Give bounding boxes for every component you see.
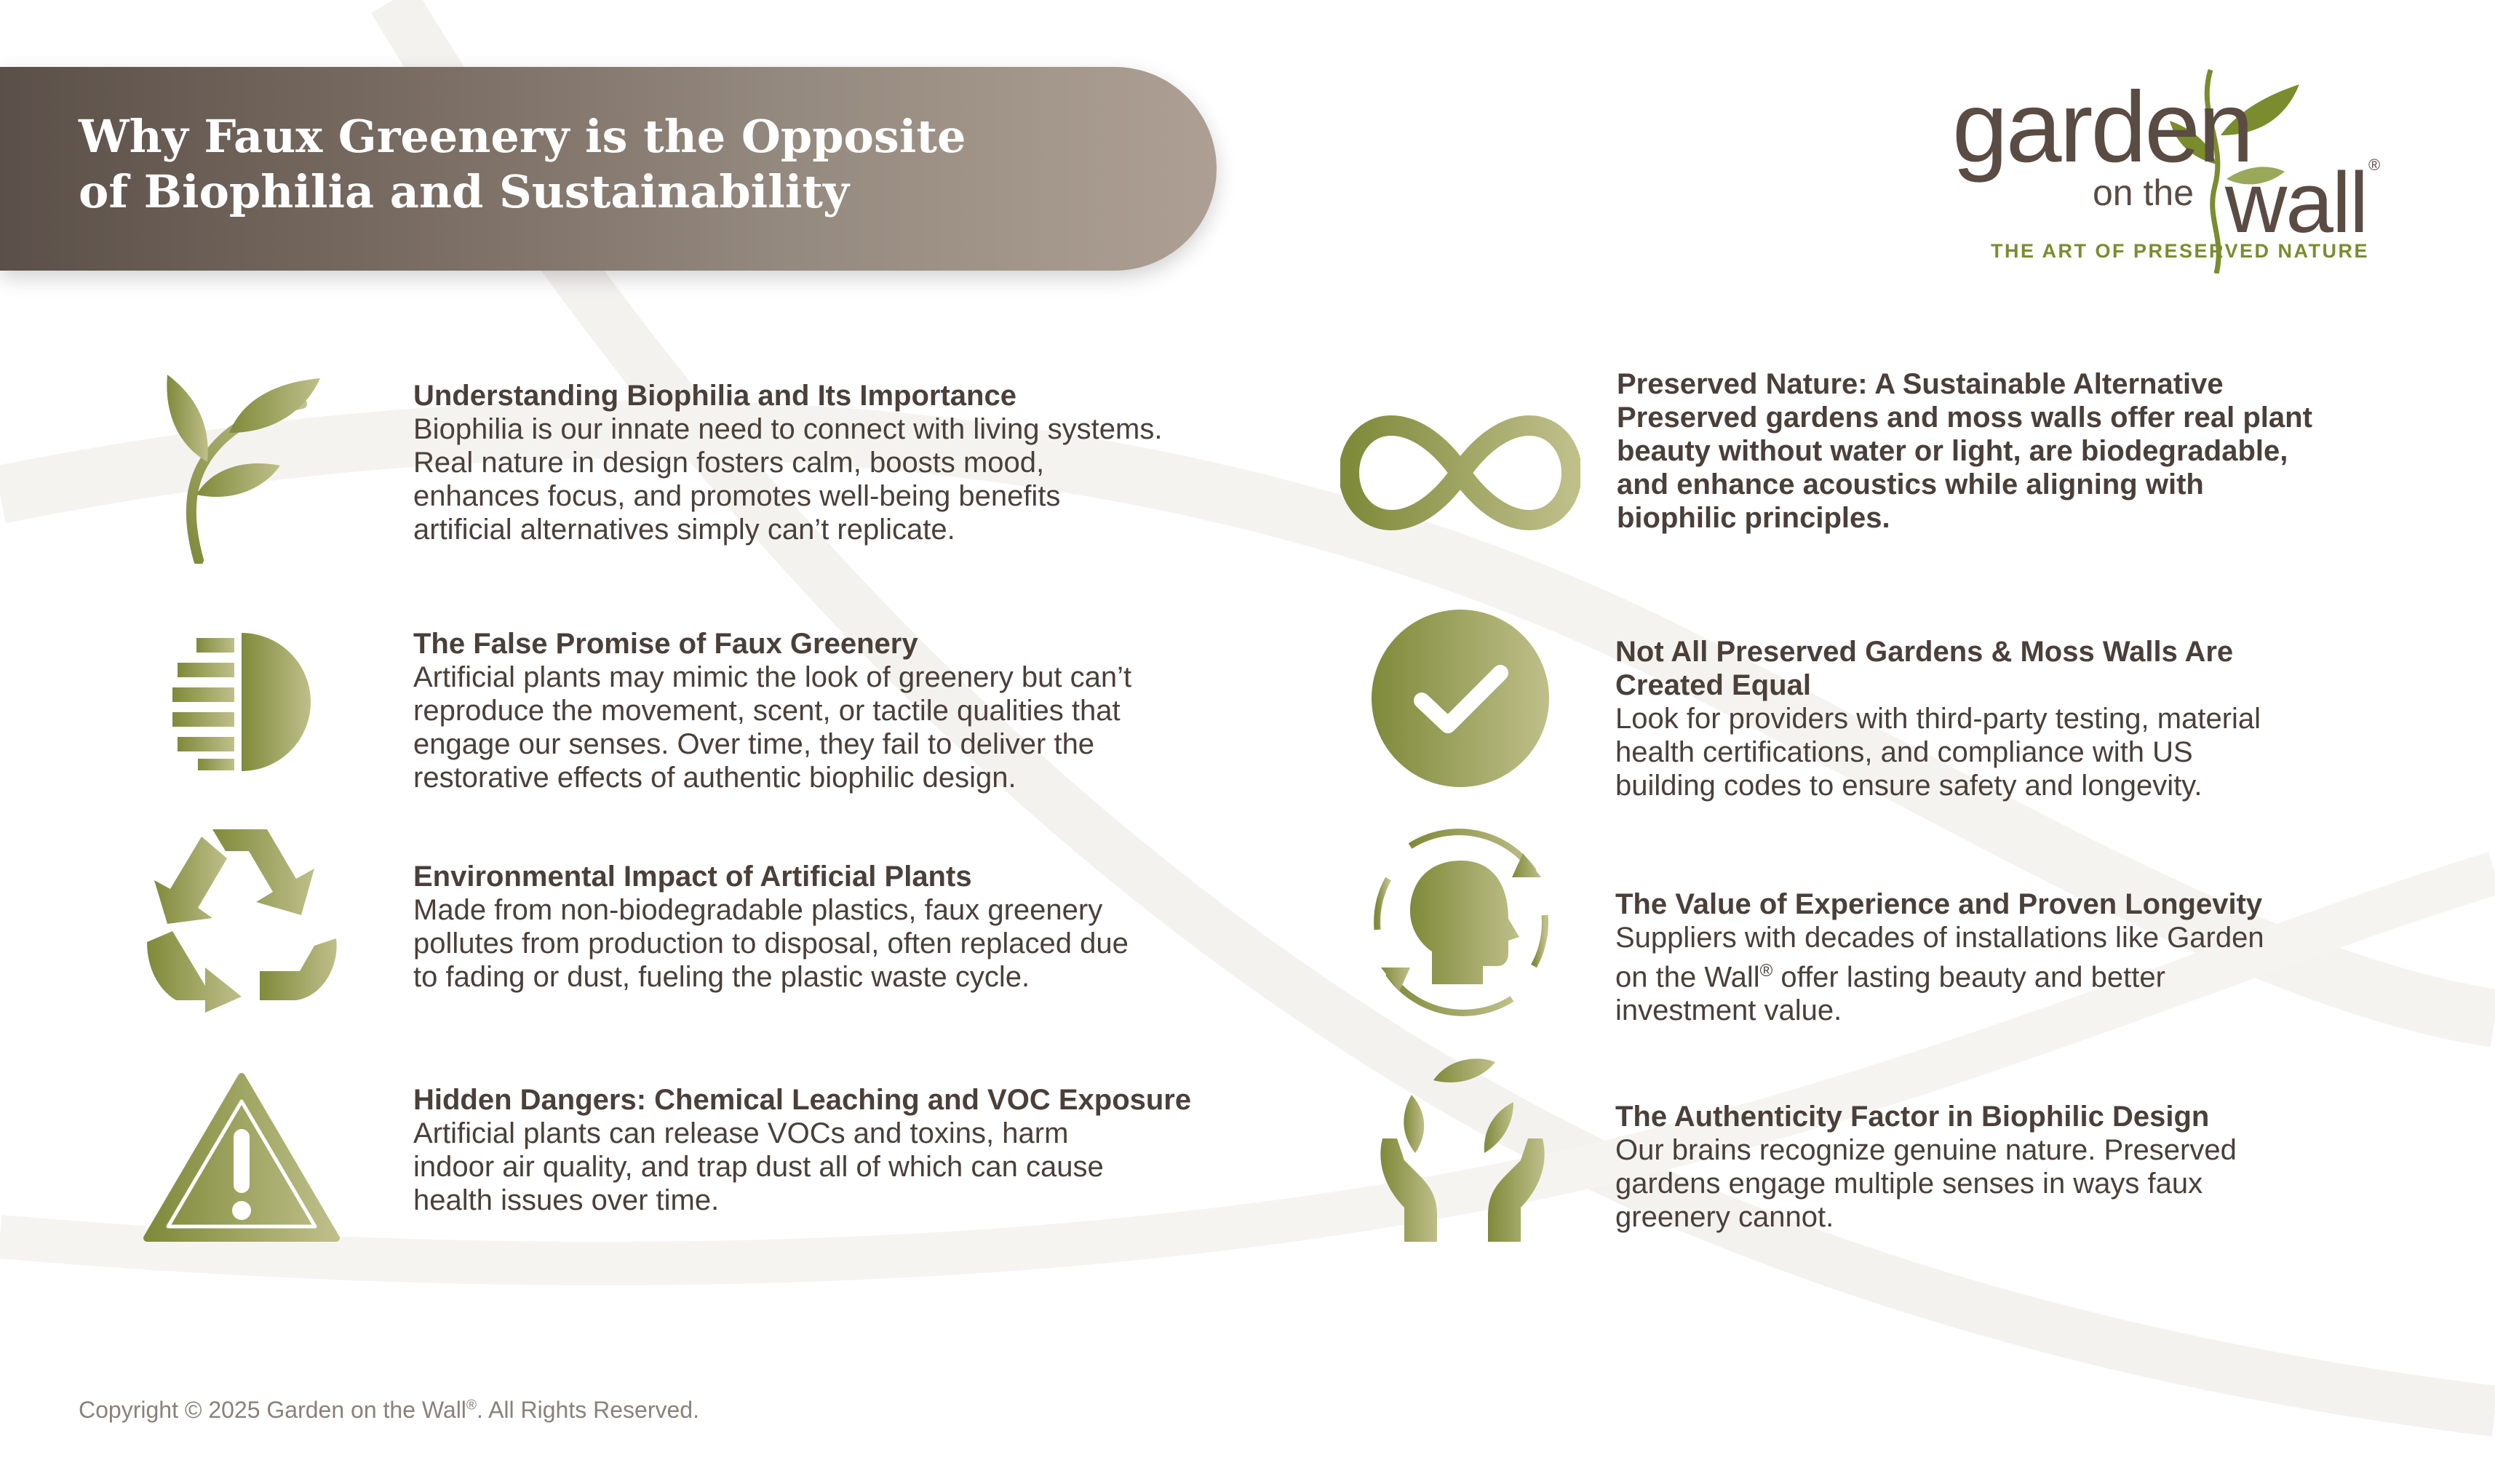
warning-triangle-icon — [143, 1071, 340, 1245]
item-body-line: engage our senses. Over time, they fail to deliver the — [413, 728, 1095, 760]
checkmark-circle-icon — [1369, 607, 1551, 789]
item-heading: The False Promise of Faux Greenery — [413, 628, 918, 660]
item-body-line: health issues over time. — [413, 1184, 720, 1216]
item-body-line: building codes to ensure safety and longevity. — [1615, 770, 2202, 802]
logo-word-garden: garden — [1952, 71, 2252, 183]
item-body-line: and enhance acoustics while aligning with — [1617, 468, 2204, 500]
item-heading: The Authenticity Factor in Biophilic Design — [1615, 1101, 2210, 1133]
rights-text: . All Rights Reserved. — [477, 1397, 699, 1423]
item-body-line: to fading or dust, fueling the plastic waste cycle. — [413, 961, 1030, 993]
page-title-line-1: Why Faux Greenery is the Opposite — [79, 110, 966, 163]
item-body-line: Artificial plants may mimic the look of greenery but can’t — [413, 661, 1132, 693]
item-body-line: Our brains recognize genuine nature. Preserved — [1615, 1134, 2237, 1166]
copyright-footer — [79, 1397, 699, 1424]
hands-leaves-icon — [1375, 1051, 1550, 1244]
registered-mark: ® — [1759, 961, 1773, 981]
item-body-line: gardens engage multiple senses in ways faux — [1615, 1168, 2203, 1200]
item-body-line: enhances focus, and promotes well-being benefits — [413, 480, 1061, 512]
registered-mark: ® — [466, 1397, 477, 1413]
item-body-line: Biophilia is our innate need to connect with living systems. — [413, 413, 1163, 445]
body-text: offer lasting beauty and better — [1772, 961, 2165, 994]
logo-word-on-the: on the — [2093, 172, 2194, 213]
item-body-line: greenery cannot. — [1615, 1201, 1834, 1233]
item-heading: The Value of Experience and Proven Longevity — [1615, 888, 2263, 920]
item-body-line: investment value. — [1615, 994, 1842, 1027]
item-body-line: beauty without water or light, are biodegradable, — [1617, 435, 2288, 467]
page-title-line-2: of Biophilia and Sustainability — [79, 165, 849, 218]
item-body-line: Preserved gardens and moss walls offer real plant — [1617, 402, 2312, 434]
item-body-line: pollutes from production to disposal, often replaced due — [413, 928, 1129, 960]
item-heading: Understanding Biophilia and Its Importance — [413, 380, 1016, 412]
item-heading: Environmental Impact of Artificial Plants — [413, 861, 972, 893]
item-body-line: Made from non-biodegradable plastics, faux greenery — [413, 894, 1103, 926]
page-title — [79, 109, 1024, 220]
item-body-line: artificial alternatives simply can’t replicate. — [413, 514, 955, 546]
item-heading: Hidden Dangers: Chemical Leaching and VOC Exposure — [413, 1084, 1192, 1116]
item-body-line: Suppliers with decades of installations like Garden — [1615, 922, 2264, 954]
brand-logo — [1935, 63, 2379, 274]
item-body-line: restorative effects of authentic biophilic design. — [413, 762, 1016, 794]
logo-word-wall: wall — [2225, 155, 2368, 251]
item-body-line: Artificial plants can release VOCs and toxins, harm — [413, 1117, 1069, 1149]
infinity-icon — [1340, 415, 1580, 531]
sprout-icon — [156, 367, 324, 564]
item-heading: Not All Preserved Gardens & Moss Walls Are — [1615, 636, 2234, 668]
item-body-line: health certifications, and compliance with US — [1615, 736, 2193, 768]
item-body-line: reproduce the movement, scent, or tactile qualities that — [413, 695, 1121, 727]
item-body-line: biophilic principles. — [1617, 502, 1890, 534]
item-body-line: indoor air quality, and trap dust all of which can cause — [413, 1151, 1104, 1183]
copyright-text: Copyright © 2025 Garden on the Wall — [79, 1397, 466, 1423]
head-cycle-icon — [1359, 821, 1563, 1024]
brand-name-text: on the Wall — [1615, 961, 1760, 994]
title-banner — [0, 67, 1217, 271]
half-striped-circle-icon — [169, 629, 314, 775]
item-body-line: Real nature in design fosters calm, boosts mood, — [413, 447, 1045, 479]
item-body-line: Look for providers with third-party testing, material — [1615, 703, 2261, 735]
item-heading: Preserved Nature: A Sustainable Alternative — [1617, 368, 2224, 400]
logo-tagline: THE ART OF PRESERVED NATURE — [1991, 240, 2370, 262]
item-body-line — [1615, 954, 2452, 994]
recycle-icon — [140, 822, 343, 1015]
item-heading-line-2: Created Equal — [1615, 669, 1811, 701]
logo-registered-mark: ® — [2368, 156, 2381, 174]
